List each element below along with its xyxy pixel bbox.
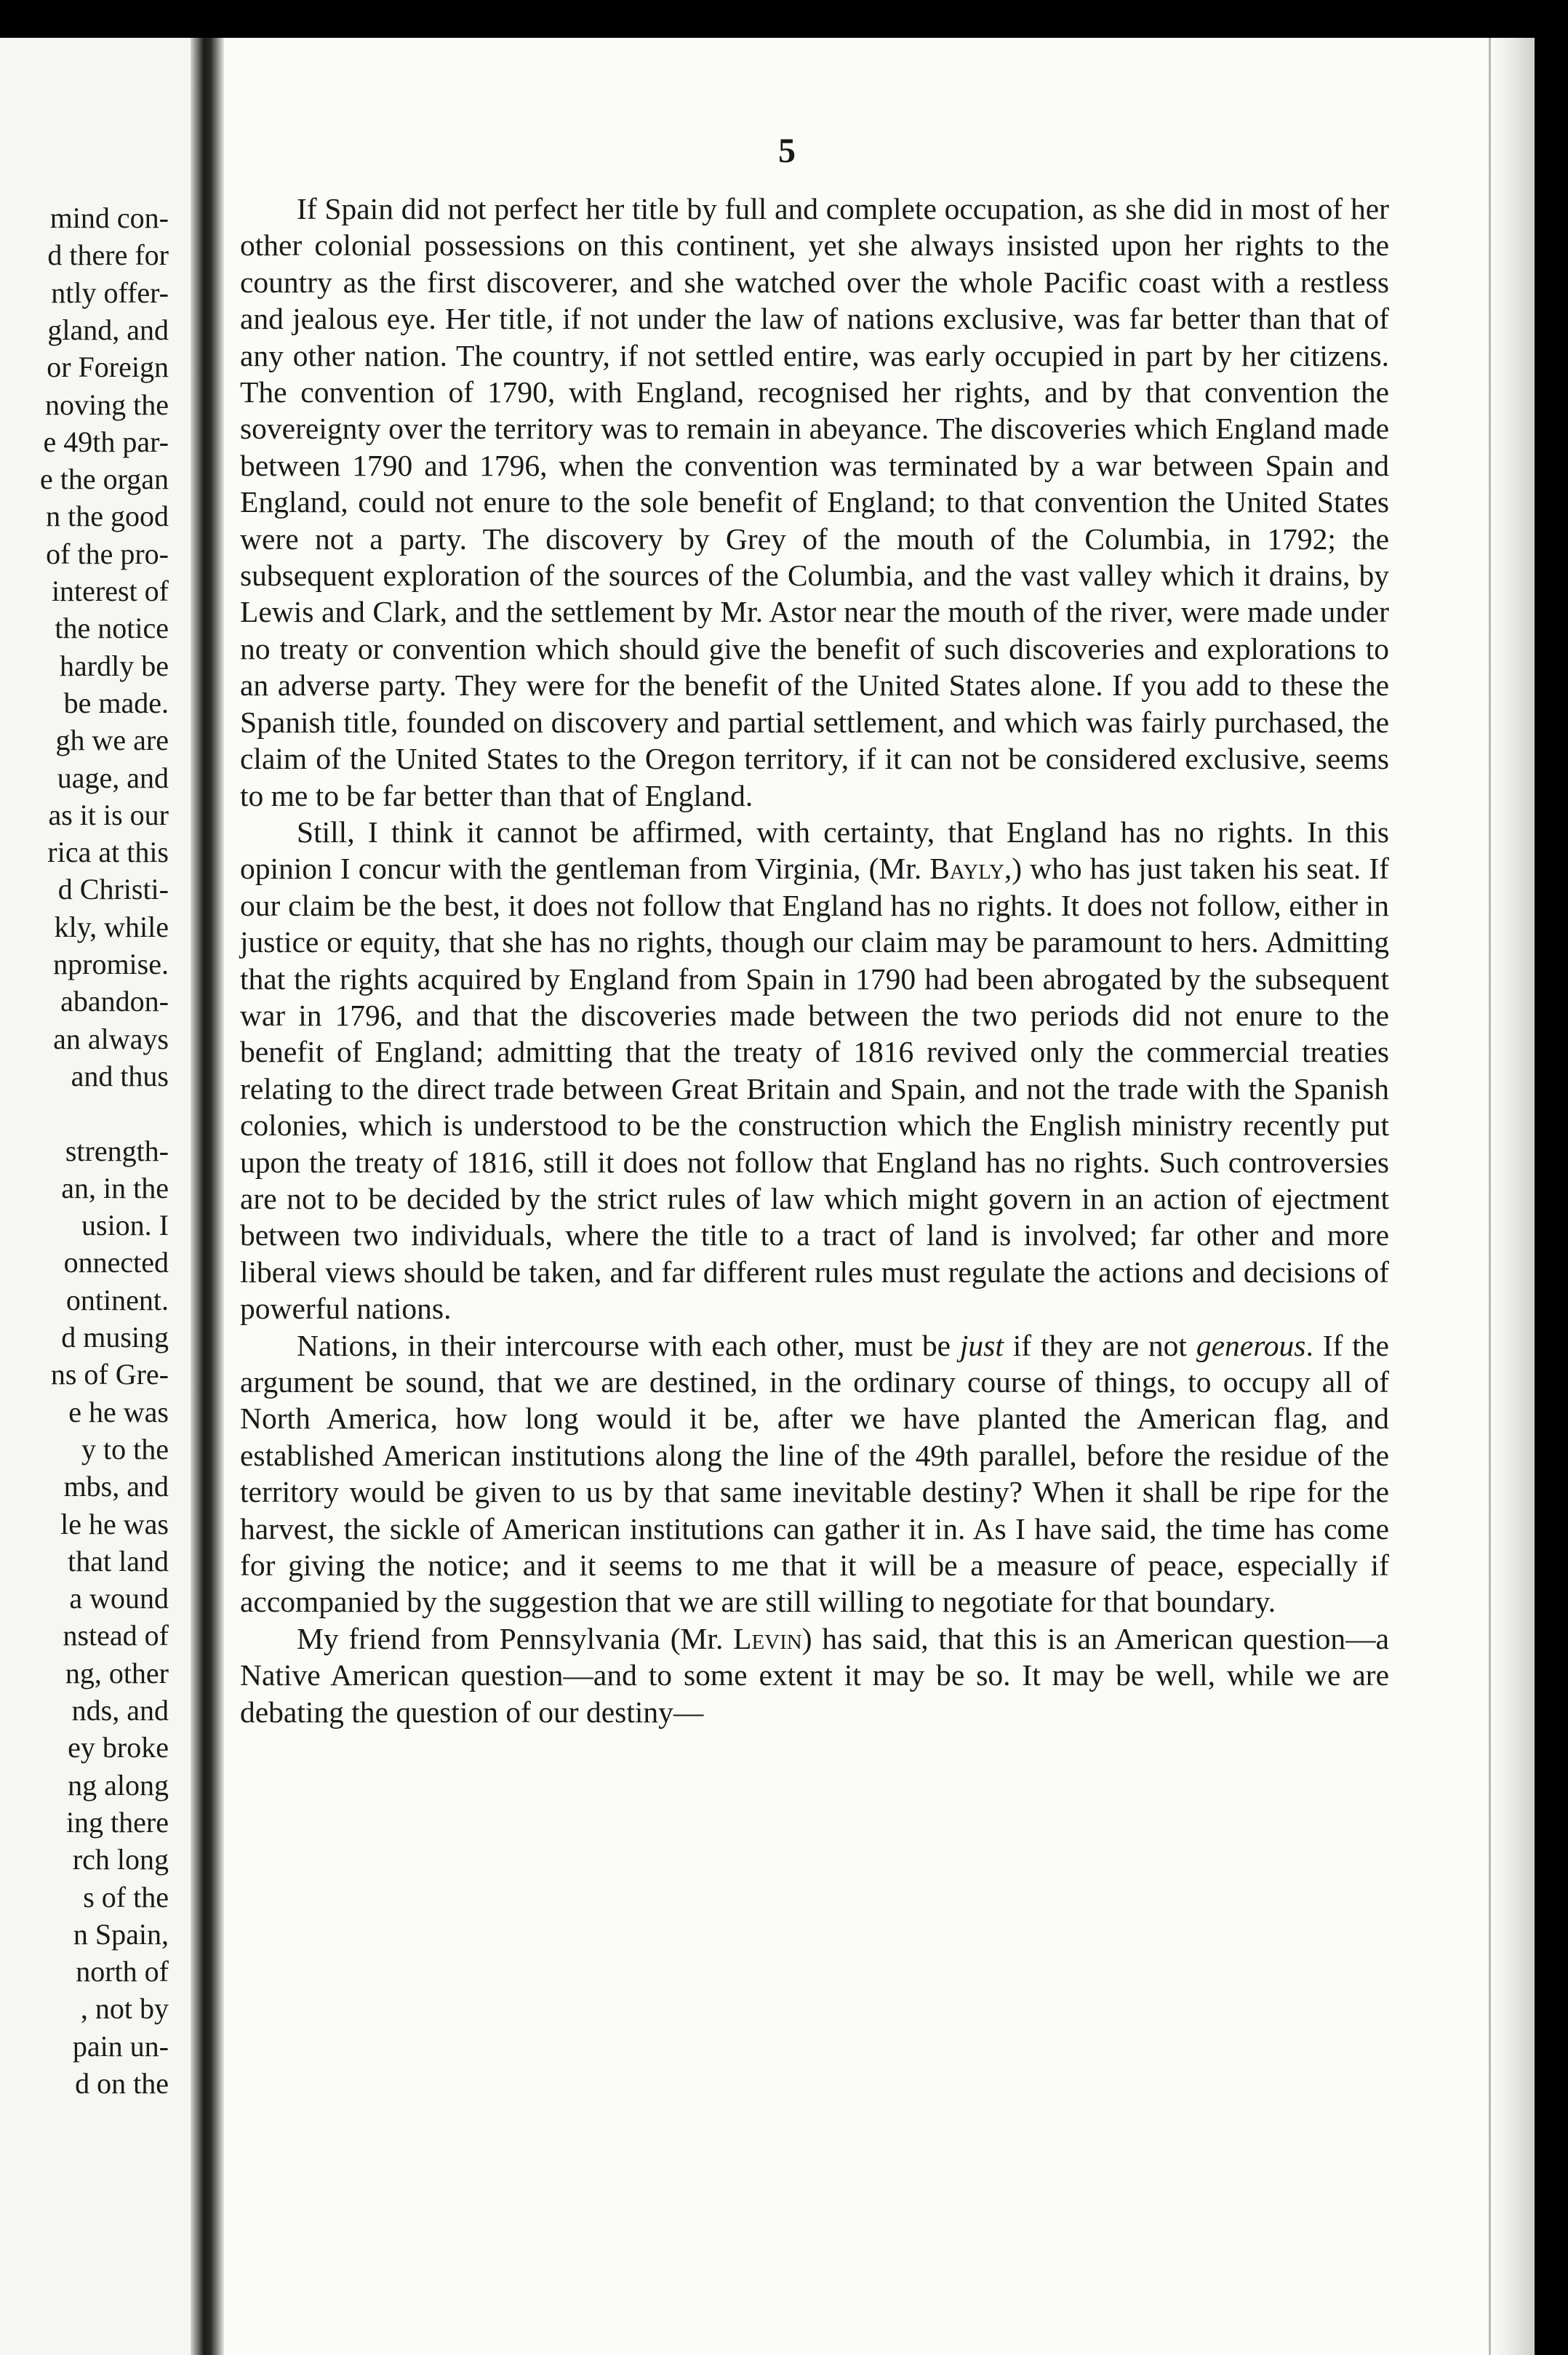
paragraph-4-text-a: My friend from Pennsylvania (Mr.: [297, 1621, 734, 1655]
margin-fragment: ey broke: [68, 1731, 169, 1764]
page-text: [240, 191, 1389, 1730]
margin-fragment: npromise.: [53, 948, 169, 980]
margin-fragment: or Foreign: [47, 351, 169, 384]
margin-fragment: d on the: [75, 2067, 169, 2100]
margin-fragment: e 49th par-: [43, 425, 169, 458]
margin-fragment: a wound: [69, 1582, 169, 1615]
margin-fragment: s of the: [83, 1880, 169, 1914]
paragraph-3-text-c: . If the argument be sound, that we are destined, in the ordinary course of things, to occupy all of North America, how long would it be, after we have planted the American flag, and established American institutions along the line of the 49th parallel, before the residue of the territory would be given to us by that same inevitable destiny? When it shall be ripe for the harvest, the sickle of American institutions can gather it in. As I have said, the time has come for giving the notice; and it seems to me that it will be a measure of peace, especially if accompanied by the suggestion that we are still willing to negotiate for that boundary.: [240, 1328, 1389, 1619]
paragraph-2-text-a: Still, I think it cannot be affirmed, with certainty, that England has no rights. In this opinion I concur with the gentleman from Virginia, (Mr.: [240, 815, 1389, 886]
margin-fragment: n the good: [46, 500, 169, 533]
margin-fragment: n Spain,: [73, 1917, 169, 1951]
margin-fragment: rica at this: [47, 836, 169, 869]
margin-fragment: hardly be: [60, 649, 169, 682]
margin-fragment: kly, while: [54, 910, 169, 943]
margin-fragment: interest of: [51, 575, 169, 607]
margin-fragment: ng, other: [65, 1656, 169, 1690]
margin-fragment: e the organ: [40, 463, 169, 496]
margin-fragment: e he was: [68, 1395, 169, 1428]
paragraph-4: [240, 1620, 1389, 1730]
margin-fragment: ntly offer-: [51, 276, 169, 309]
paragraph-3-text-b: if they are not: [1003, 1328, 1196, 1362]
margin-fragment: an always: [53, 1022, 169, 1055]
margin-fragment: d musing: [61, 1321, 169, 1354]
margin-fragment: gland, and: [47, 313, 169, 346]
previous-page-edge: [0, 38, 191, 2355]
page-body: [240, 38, 1389, 2355]
page-number: 5: [778, 132, 796, 170]
margin-fragment: onnected: [63, 1246, 169, 1279]
margin-fragment: that land: [68, 1544, 169, 1578]
margin-fragment: usion. I: [81, 1209, 169, 1242]
margin-fragment: ontinent.: [65, 1283, 169, 1316]
margin-fragment: strength-: [65, 1134, 169, 1167]
paragraph-2-text-b: ,) who has just taken his seat. If our claim be the best, it does not follow that England has no rights. It does not follow, either in justice or equity, that she has no rights, though our claim may be paramount to hers. Admitting that the rights acquired by England from Spain in 1790 had been abrogated by the subsequent war in 1796, and that the discoveries made between the two periods did not enure to the benefit of England; admitting that the treaty of 1816 revived only the commercial treaties relating to the direct trade between Great Britain and Spain, and not the trade with the Spanish colonies, which is understood to be the construction which the English ministry recently put upon the treaty of 1816, still it does not follow that England has no rights. Such controversies are not to be decided by the strict rules of law which might govern in an action of ejectment between two individuals, where the title to a tract of land is involved; far other and more liberal views should be taken, and far different rules must regulate the actions and decisions of powerful nations.: [240, 852, 1389, 1326]
margin-fragment: as it is our: [48, 798, 169, 831]
margin-fragment: nds, and: [71, 1694, 169, 1727]
margin-fragment: the notice: [55, 612, 169, 645]
margin-fragment: noving the: [45, 388, 169, 421]
margin-fragment: and thus: [71, 1059, 169, 1092]
margin-fragment: d Christi-: [57, 873, 169, 906]
margin-fragment: abandon-: [60, 985, 169, 1018]
book-gutter: [191, 38, 224, 2355]
margin-fragment: nstead of: [63, 1619, 169, 1652]
margin-fragment: ing there: [65, 1805, 169, 1839]
margin-fragment: mind con-: [49, 201, 169, 234]
margin-fragment: an, in the: [61, 1171, 169, 1204]
margin-fragment: rch long: [72, 1843, 169, 1876]
scanned-page: [0, 38, 1535, 2355]
margin-fragment: d there for: [47, 239, 169, 272]
margin-fragment: mbs, and: [63, 1470, 169, 1503]
emphasis-just: just: [959, 1328, 1004, 1362]
page-edge-right: [1489, 38, 1535, 2355]
margin-fragment: uage, and: [57, 761, 169, 794]
paragraph-3: [240, 1327, 1389, 1620]
margin-fragment: y to the: [81, 1432, 169, 1466]
speaker-name-bayly: Bayly: [929, 852, 1004, 886]
margin-fragment: le he was: [60, 1507, 169, 1540]
paragraph-3-text-a: Nations, in their intercourse with each other, must be: [297, 1328, 960, 1362]
speaker-name-levin: Levin: [733, 1621, 802, 1655]
margin-fragment: , not by: [80, 1992, 169, 2026]
paragraph-1: If Spain did not perfect her title by full and complete occupation, as she did in most of her other colonial possessions on this continent, yet she always insisted upon her rights to the country as the first discoverer, and she watched over the whole Pacific coast with a restless and jealous eye. Her title, if not under the law of nations exclusive, was far better than that of any other nation. The country, if not settled entire, was early occupied in part by her citizens. The convention of 1790, with England, recognised her rights, and by that convention the sovereignty over the territory was to remain in abeyance. The discoveries which England made between 1790 and 1796, when the convention was terminated by a war between Spain and England, could not enure to the sole benefit of England; to that convention the United States were not a party. The discovery by Grey of the mouth of the Columbia, in 1792; the subsequent exploration of the sources of the Columbia, and the vast valley which it drains, by Lewis and Clark, and the settlement by Mr. Astor near the mouth of the river, were made under no treaty or convention which should give the benefit of such discoveries and explorations to an adverse party. They were for the benefit of the United States alone. If you add to these the Spanish title, founded on discovery and partial settlement, and which was fairly purchased, the claim of the United States to the Oregon territory, if it can not be considered exclusive, seems to me to be far better than that of England.: [240, 192, 1389, 812]
paragraph-4-text-b: ) has said, that this is an American question—a Native American question—and to some extent it may be so. It may be well, while we are debating the question of our destiny—: [240, 1621, 1389, 1729]
margin-fragment: of the pro-: [46, 537, 169, 570]
margin-fragment: be made.: [63, 686, 169, 719]
emphasis-generous: generous: [1196, 1328, 1306, 1362]
margin-fragment: north of: [76, 1955, 169, 1988]
margin-fragment: pain un-: [72, 2029, 169, 2063]
margin-fragment: ns of Gre-: [50, 1358, 169, 1391]
margin-fragment: gh we are: [55, 724, 169, 757]
margin-fragment: ng along: [68, 1768, 169, 1802]
paragraph-2: [240, 814, 1389, 1327]
